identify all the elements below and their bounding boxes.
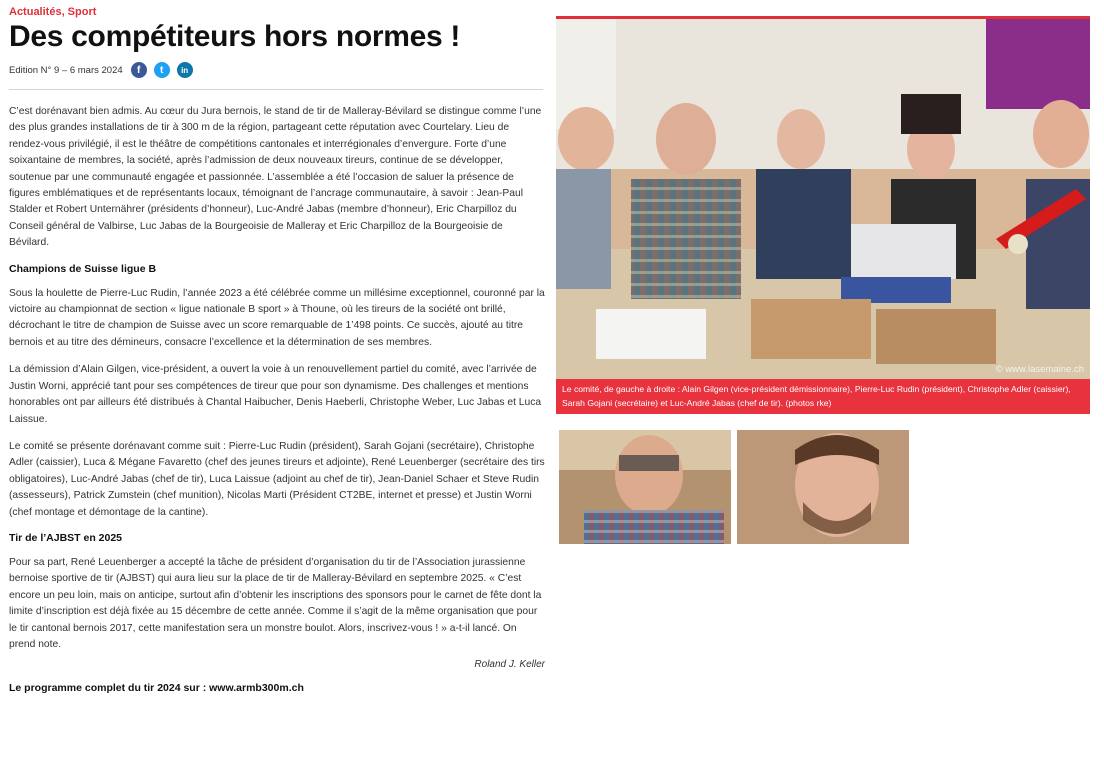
article-category-link[interactable]: Actualités, Sport (9, 6, 97, 18)
subheading-ajbst: Tir de l’AJBST en 2025 (9, 531, 123, 544)
older-man-photo (559, 430, 731, 544)
linkedin-share-button[interactable] (177, 62, 193, 78)
committee-photo (556, 19, 1090, 379)
facebook-icon: f (136, 64, 141, 76)
page-title: Des compétiteurs hors normes ! (9, 20, 461, 53)
paragraph-champions: Sous la houlette de Pierre-Luc Rudin, l’année 2023 a été célébrée comme un millésime exceptionnel, couronné par la victoire au championnat de section « ligue nationale B sport » à Thoune, où les tireurs de la société ont brillé, décrochant le titre de champion de Suisse avec un score remarquable de 1’498 points. Ce succès, ajouté au titre bernois et au titre des démineurs, consacre l’excellence et la détermination de ses membres. (9, 287, 545, 348)
thumbnail-photo-2[interactable] (737, 430, 909, 544)
photo-credit: © www.lasemaine.ch (995, 364, 1084, 375)
thumbnail-gallery (559, 430, 1090, 544)
thumbnail-photo-1[interactable] (559, 430, 731, 544)
article-column (9, 6, 545, 694)
paragraph-ajbst: Pour sa part, René Leuenberger a accepté la tâche de président d’organisation du tir de l’Association jurassienne bernoise sportive de tir (AJBST) qui aura lieu sur la place de tir de Malleray-Bévilard en septembre 2025. « C’est encore un peu loin, mais on anticipe, surtout afin d’obtenir les inscriptions des sponsors pour le carnet de fête dont la limite d’inscription est déjà fixée au 15 décembre de cette année. Comme il s’agit de la même organisation que pour le tir cantonal bernois 2017, cette manifestation sera un monstre boulot. Alors, inscrivez-vous ! » a-t-il lancé. On prend note. (9, 556, 542, 650)
linkedin-icon: in (181, 65, 189, 75)
article-meta (9, 60, 545, 80)
paragraph-intro: C’est dorénavant bien admis. Au cœur du Jura bernois, le stand de tir de Malleray-Bévilard se distingue comme l’une des plus grandes installations de tir à 300 m de la région, partageant cette réputation avec Courtelary. Lieu de rendez-vous privilégié, il est le théâtre de compétitions cantonales et interrégionales d’envergure. Forte d’une soixantaine de membres, la société, après l’admission de deux nouveaux tireurs, continue de se développer, soutenue par une communauté engagée et passionnée. L’assemblée a été l’occasion de saluer la présence de figures emblématiques et de représentants locaux, témoignant de l’ancrage communautaire, à savoir : Jean-Paul Stalder et Robert Unternährer (présidents d’honneur), Luc-André Jabas (membre d’honneur), Eric Charpilloz du Conseil général de Valbirse, Luc Jabas de la Bourgeoisie de Malleray et Eric Charpilloz de la Bourgeoisie de Bévilard. (9, 106, 542, 249)
media-column (556, 16, 1090, 544)
young-man-photo (737, 430, 909, 544)
subheading-champions: Champions de Suisse ligue B (9, 262, 157, 275)
facebook-share-button[interactable] (131, 62, 147, 78)
edition-date: Edition N° 9 – 6 mars 2024 (9, 64, 123, 76)
program-link[interactable]: Le programme complet du tir 2024 sur : www.armb300m.ch (9, 682, 304, 695)
divider (9, 89, 543, 90)
paragraph-committee: Le comité se présente dorénavant comme suit : Pierre-Luc Rudin (président), Sarah Gojani (secrétaire), Christophe Adler (caissier), Luca & Mégane Favaretto (chef des jeunes tireurs et adjointe), René Leuenberger (secrétaire des tirs obligatoires), Luc-André Jabas (chef de tir), Luca Laissue (adjoint au chef de tir), Jean-Daniel Schaer et Steve Rudin (assesseurs), Patrick Zumstein (chef munition), Nicolas Marti (Président CT2BE, internet et presse) et Justin Worni (chef montage et démontage de la cantine). (9, 440, 545, 518)
author-signature: Roland J. Keller (474, 659, 545, 671)
main-photo[interactable] (556, 16, 1090, 379)
photo-caption: Le comité, de gauche à droite : Alain Gilgen (vice-président démissionnaire), Pierre-Luc Rudin (président), Christophe Adler (caissier), Sarah Gojani (secrétaire) et Luc-André Jabas (chef de tir). (photos rke) (556, 379, 1090, 414)
paragraph-resignation: La démission d’Alain Gilgen, vice-président, a ouvert la voie à un renouvellement partiel du comité, avec l’arrivée de Justin Worni, apprécié tant pour ses compétences de tireur que pour son dynamisme. Des challenges et mentions honorables ont par ailleurs été distribués à Chantal Haibucher, Denis Haeberli, Christophe Weber, Luc Jabas et Luca Laissue. (9, 364, 542, 425)
twitter-icon: t (159, 64, 164, 76)
twitter-share-button[interactable] (154, 62, 170, 78)
